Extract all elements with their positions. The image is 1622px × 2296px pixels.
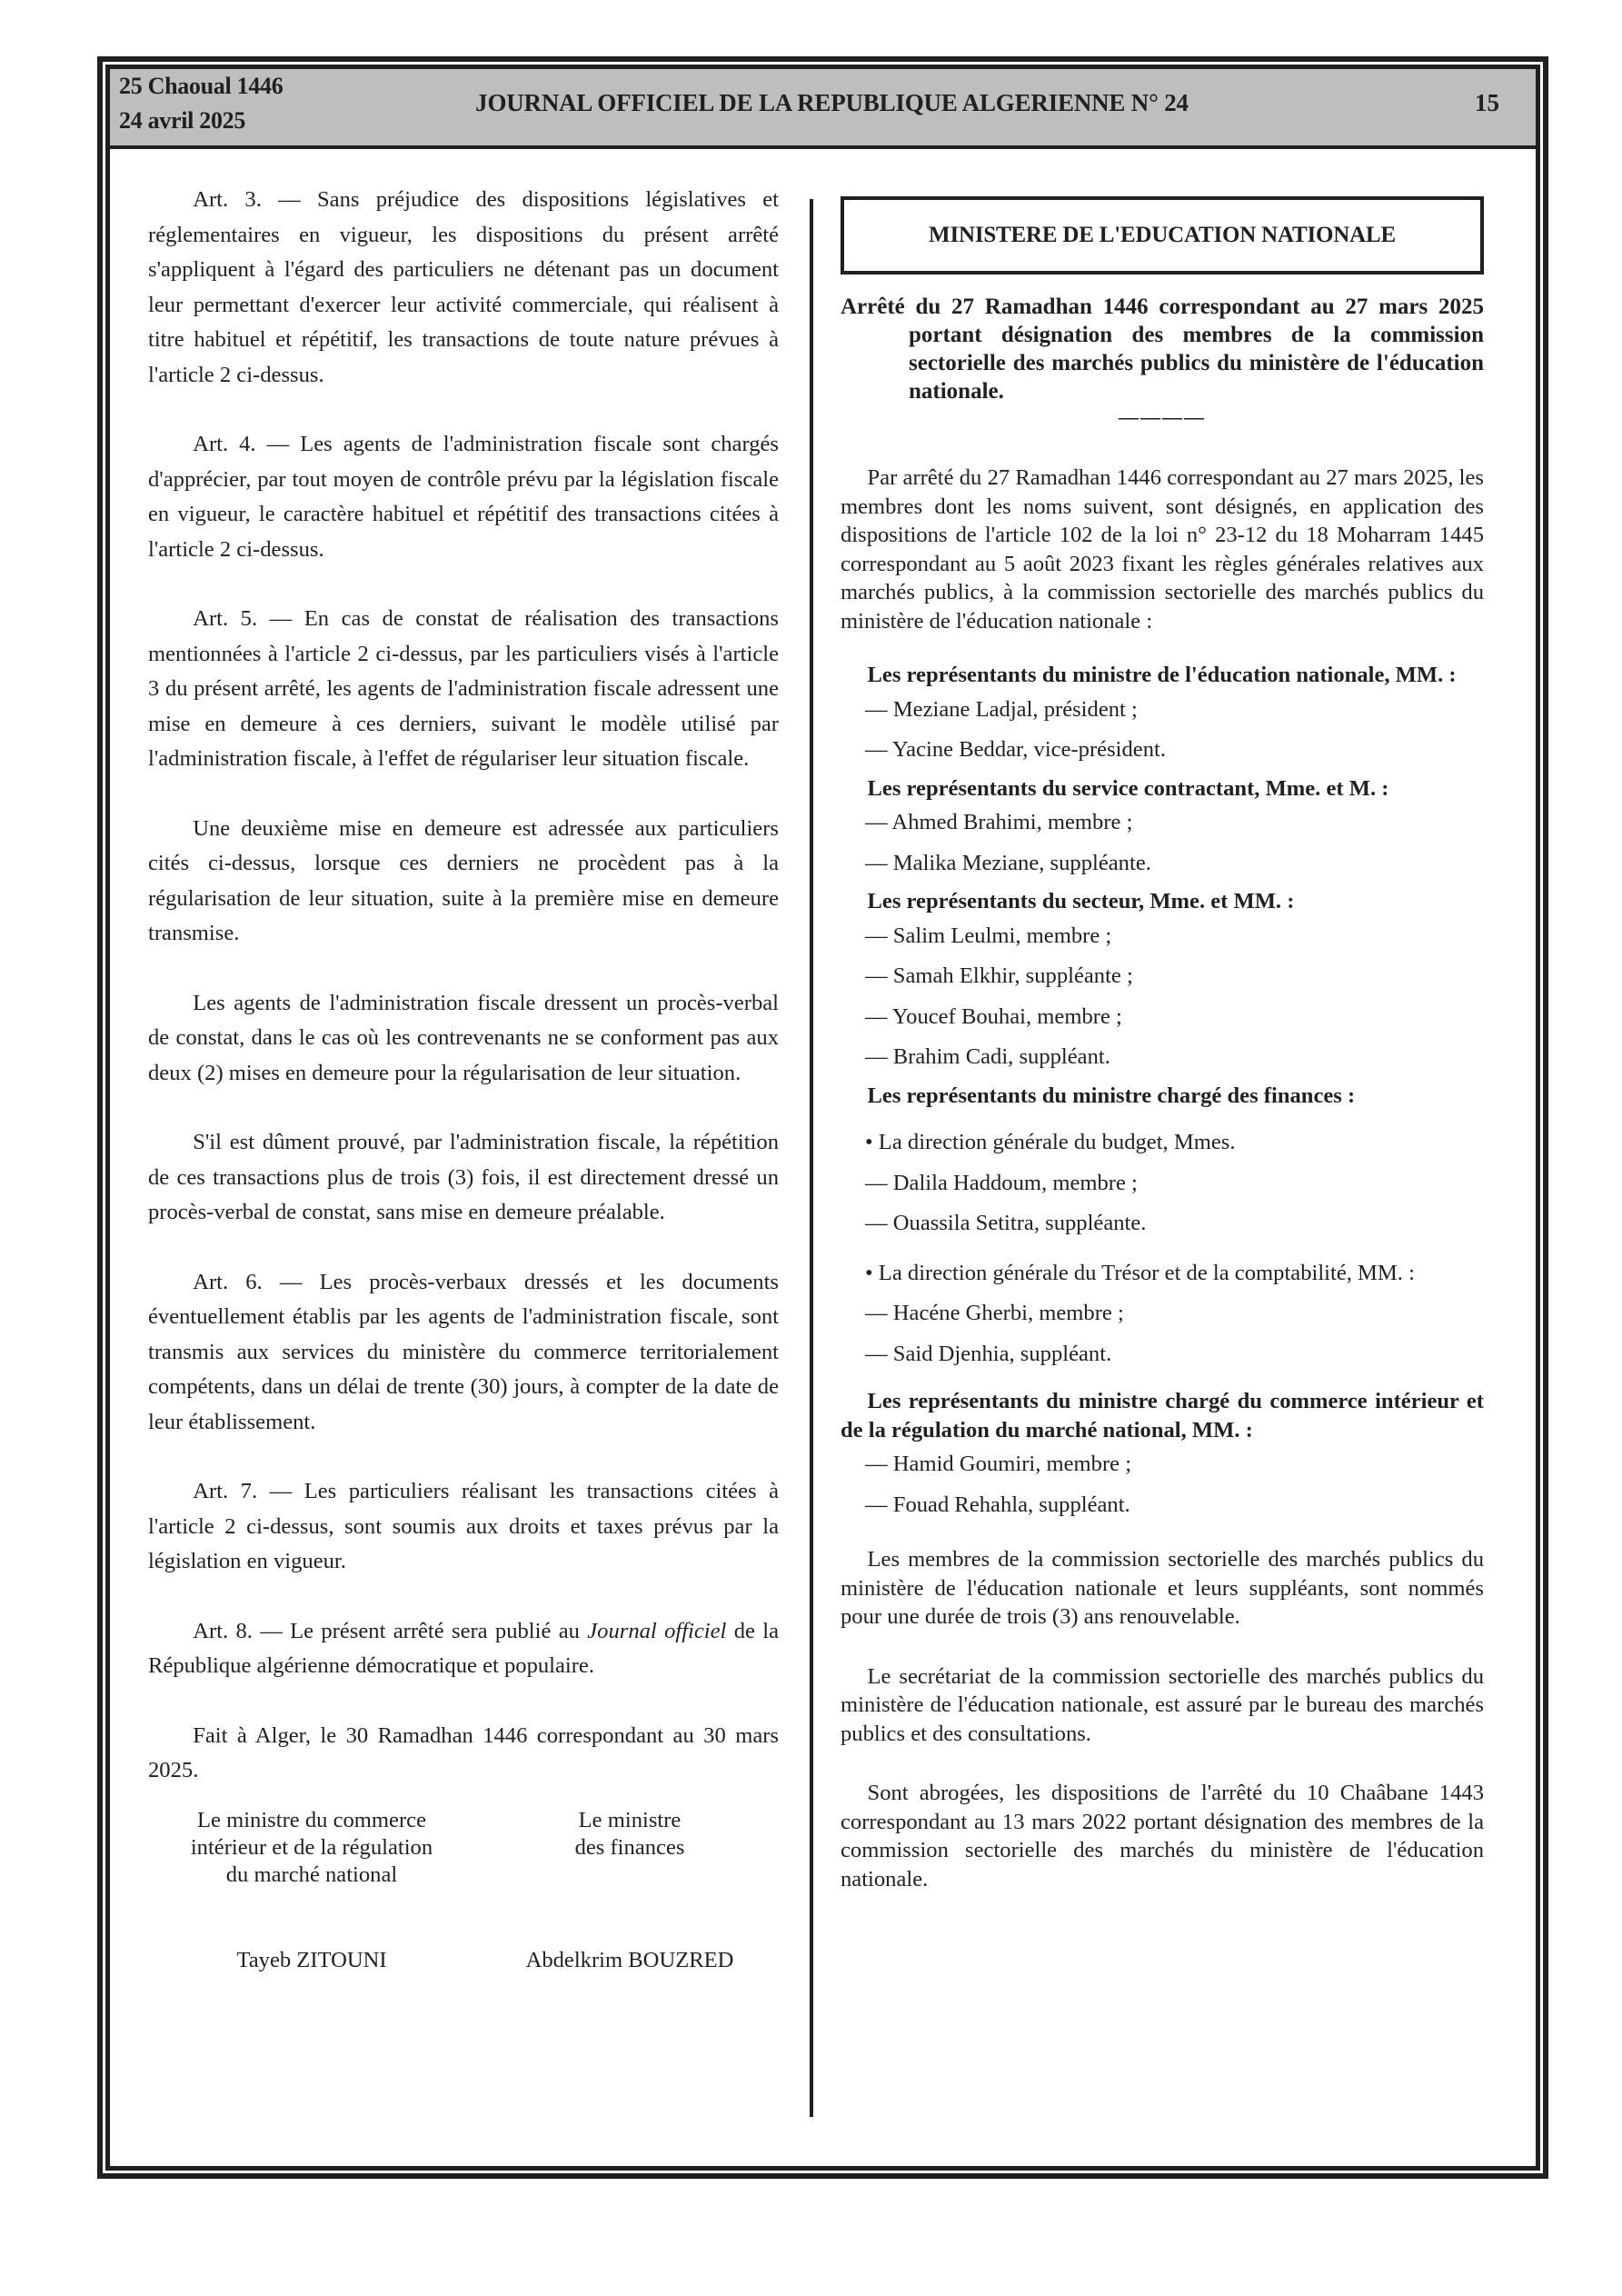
signatory-commerce-title (148, 1807, 475, 1889)
group-heading: Les représentants du ministre de l'éducation nationale, MM. : (867, 663, 1457, 687)
closing-paragraph: Les membres de la commission sectorielle des marchés publics du ministère de l'éducation nationale et leurs suppléants, sont nommés pour une durée de trois (3) ans renouvelable. (841, 1547, 1484, 1629)
signatory-name-finances: Abdelkrim BOUZRED (525, 1947, 734, 1972)
member-item: — Brahim Cadi, suppléant. (865, 1044, 1110, 1069)
group-heading: Les représentants du secteur, Mme. et MM. : (867, 889, 1295, 913)
article-8-text-end: de la République algérienne démocratique et populaire. (148, 1618, 779, 1678)
signatory-title-line: du marché national (225, 1862, 398, 1887)
signatory-title-line: Le ministre du commerce (197, 1807, 426, 1832)
journal-header (110, 69, 1536, 149)
signatory-title-line: intérieur et de la régulation (190, 1834, 433, 1860)
group-heading: Les représentants du service contractant, Mme. et M. : (867, 775, 1389, 801)
member-item: — Ouassila Setitra, suppléante. (865, 1211, 1147, 1235)
article-6: Art. 6. — Les procès-verbaux dressés et les documents éventuellement établis par les agents de l'administration fiscale, sont transmis aux services du ministère du commerce territorialement compétents, dans un délai de trente (30) jours, à compter de la date de leur établissement. (148, 1269, 779, 1434)
member-item: — Youcef Bouhai, membre ; (865, 1003, 1122, 1029)
subgroup-label: • La direction générale du Trésor et de la comptabilité, MM. : (865, 1260, 1415, 1285)
gregorian-date: 24 avril 2025 (119, 107, 246, 134)
member-item: — Ahmed Brahimi, membre ; (865, 810, 1133, 834)
intro-paragraph: Par arrêté du 27 Ramadhan 1446 correspondant au 27 mars 2025, les membres dont les noms suivent, sont désignés, en application des dispositions de l'article 102 de la loi n° 23-12 du 18 Moharram 1445 correspondant au 5 août 2023 fixant les règles générales relatives aux marchés publics, à la commission sectorielle des marchés publics du ministère de l'éducation nationale : (841, 465, 1484, 634)
article-5-paragraph-2: Une deuxième mise en demeure est adressée aux particuliers cités ci-dessus, lorsque ces derniers ne procèdent pas à la régularisation de leur situation, suite à la première mise en demeure transmise. (148, 815, 779, 945)
group-heading-finances: Les représentants du ministre chargé des finances : (867, 1083, 1356, 1108)
article-8-text: Art. 8. — Le présent arrêté sera publié au (193, 1618, 588, 1643)
title-separator: ———— (1119, 405, 1206, 428)
article-4: Art. 4. — Les agents de l'administration fiscale sont chargés d'apprécier, par tout moyen de contrôle prévu par la législation fiscale en vigueur, le caractère habituel et répétitif des transactions citées à l'article 2 ci-dessus. (148, 432, 779, 562)
journal-officiel-italic: Journal officiel (587, 1618, 727, 1643)
right-column (841, 196, 1484, 1893)
column-divider (810, 199, 813, 2117)
article-5: Art. 5. — En cas de constat de réalisation des transactions mentionnées à l'article 2 ci-dessus, par les particuliers visés à l'article 3 du présent arrêté, les agents de l'administration fiscale adressent une mise en demeure à ces derniers, suivant le modèle utilisé par l'administration fiscale, à l'effet de régulariser leur situation fiscale. (148, 606, 779, 771)
closing-paragraph: Sont abrogées, les dispositions de l'arrêté du 10 Chaâbane 1443 correspondant au 13 mars 2022 portant désignation des membres de la commission sectorielle des marchés du ministère de l'éducation nationale. (841, 1781, 1484, 1892)
closing-paragraph: Le secrétariat de la commission sectorielle des marchés publics du ministère de l'éducation nationale, est assuré par le bureau des marchés publics et des consultations. (841, 1663, 1484, 1746)
member-item: — Malika Meziane, suppléante. (865, 850, 1151, 875)
left-column (148, 183, 779, 1978)
member-item: — Hacéne Gherbi, membre ; (865, 1301, 1124, 1325)
signatory-title-line: Le ministre (578, 1807, 682, 1832)
member-item: — Hamid Goumiri, membre ; (865, 1452, 1132, 1476)
member-item: — Dalila Haddoum, membre ; (865, 1170, 1138, 1195)
fait-a-alger: Fait à Alger, le 30 Ramadhan 1446 correspondant au 30 mars 2025. (148, 1722, 779, 1782)
article-8 (148, 1614, 779, 1684)
signatory-name-commerce: Tayeb ZITOUNI (236, 1947, 387, 1972)
article-3: Art. 3. — Sans préjudice des dispositions législatives et réglementaires en vigueur, les dispositions du présent arrêté s'appliquent à l'égard des particuliers ne détenant pas un document leur permettant d'exercer leur activité commerciale, qui réalisent à titre habituel et répétitif, les transactions de toute nature prévues à l'article 2 ci-dessus. (148, 187, 779, 387)
article-5-paragraph-3: Les agents de l'administration fiscale dressent un procès-verbal de constat, dans le cas où les contrevenants ne se conforment pas aux deux (2) mises en demeure pour la régularisation de leur situation. (148, 990, 779, 1085)
signatory-names (148, 1943, 779, 1979)
member-item: — Meziane Ladjal, président ; (865, 696, 1138, 722)
article-7: Art. 7. — Les particuliers réalisant les transactions citées à l'article 2 ci-dessus, sont soumis aux droits et taxes prévus par la législation en vigueur. (148, 1479, 779, 1573)
member-item: — Yacine Beddar, vice-président. (865, 737, 1166, 762)
page-number: 15 (1475, 89, 1499, 116)
signatory-finances-title (493, 1807, 766, 1889)
member-item: — Said Djenhia, suppléant. (865, 1341, 1112, 1366)
member-item: — Samah Elkhir, suppléante ; (865, 963, 1133, 988)
ministry-heading: MINISTERE DE L'EDUCATION NATIONALE (841, 196, 1484, 275)
group-heading-commerce: Les représentants du ministre chargé du commerce intérieur et de la régulation du marché national, MM. : (841, 1389, 1484, 1442)
article-5-paragraph-4: S'il est dûment prouvé, par l'administration fiscale, la répétition de ces transactions plus de trois (3) fois, il est directement dressé un procès-verbal de constat, sans mise en demeure préalable. (148, 1130, 779, 1224)
arrete-title: Arrêté du 27 Ramadhan 1446 correspondant au 27 mars 2025 portant désignation des membres de la commission sectorielle des marchés publics du ministère de l'éducation nationale. (841, 294, 1484, 404)
member-item: — Salim Leulmi, membre ; (865, 923, 1112, 948)
signatory-title-line: des finances (574, 1834, 685, 1860)
subgroup-label: • La direction générale du budget, Mmes. (865, 1130, 1236, 1154)
signatures (148, 1807, 779, 1889)
hijri-date: 25 Chaoual 1446 (119, 73, 284, 99)
member-item: — Fouad Rehahla, suppléant. (865, 1492, 1130, 1517)
journal-title: JOURNAL OFFICIEL DE LA REPUBLIQUE ALGERIENNE N° 24 (475, 89, 1189, 116)
